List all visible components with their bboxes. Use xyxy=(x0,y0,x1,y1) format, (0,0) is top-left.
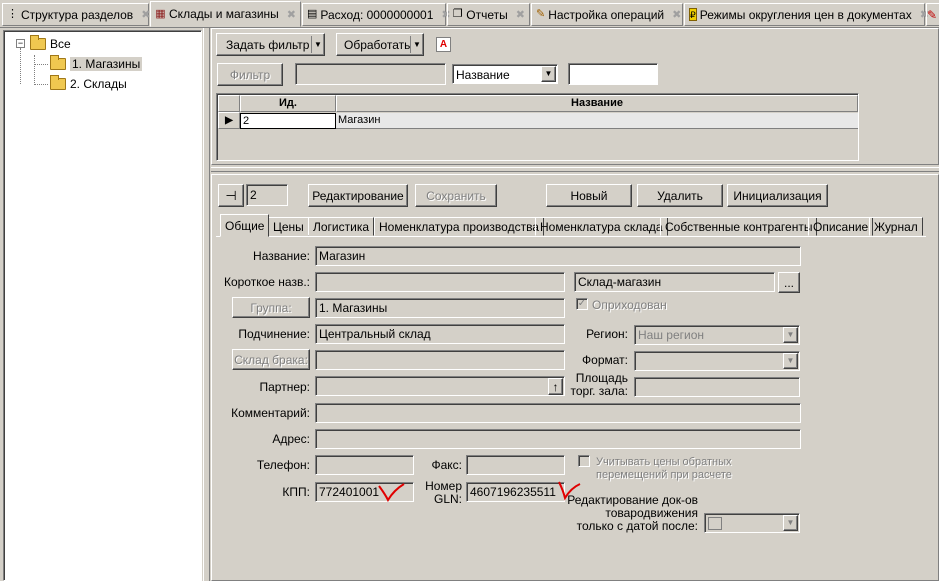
type-field[interactable]: Склад-магазин xyxy=(574,272,775,292)
tab-prices[interactable]: Цены xyxy=(268,217,309,236)
reports-icon: ❐ xyxy=(452,8,463,20)
dropdown-arrow-icon[interactable]: ▼ xyxy=(410,36,423,53)
sections-tree[interactable] xyxy=(3,30,202,581)
close-icon[interactable]: ✖ xyxy=(441,9,451,21)
check-mark-icon xyxy=(376,480,408,506)
tree-node-label: 1. Магазины xyxy=(72,57,141,71)
chevron-down-icon[interactable]: ▼ xyxy=(541,66,556,82)
defect-warehouse-button[interactable]: Склад брака: xyxy=(232,349,310,370)
tab-description[interactable]: Описание xyxy=(808,217,873,236)
pin-icon[interactable]: ⊣ xyxy=(218,184,244,207)
tree-line xyxy=(34,55,35,85)
tab-overflow-icon: ✎ xyxy=(927,7,938,22)
grid-cell-name[interactable]: Магазин xyxy=(336,113,858,129)
address-field[interactable] xyxy=(315,429,801,449)
warehouse-icon: ▦ xyxy=(155,7,166,20)
checkbox-icon[interactable] xyxy=(708,517,722,530)
grid-col-id[interactable]: Ид. xyxy=(240,95,336,112)
tab-warehouses[interactable] xyxy=(150,1,301,27)
tab-operations[interactable] xyxy=(531,3,683,26)
folder-open-icon xyxy=(50,58,66,70)
defect-warehouse-field[interactable] xyxy=(315,350,565,370)
tree-node-label: 2. Склады xyxy=(70,77,127,91)
filter-button-label: Фильтр xyxy=(229,67,271,82)
tab-label: Отчеты xyxy=(466,7,508,22)
browse-button[interactable]: ... xyxy=(778,272,800,293)
kpp-label: КПП: xyxy=(282,485,310,499)
return-prices-label-1: Учитывать цены обратных xyxy=(596,456,732,468)
area-field[interactable] xyxy=(634,377,800,397)
tab-label: Режимы округления цен в документах xyxy=(699,7,912,22)
chevron-down-icon[interactable]: ▼ xyxy=(783,515,798,531)
structure-icon: ⋮ xyxy=(7,8,18,20)
tab-warehouse-nomenclature[interactable]: Номенклатура склада xyxy=(535,217,668,236)
tab-production-nomenclature[interactable]: Номенклатура производства xyxy=(374,217,544,236)
format-label: Формат: xyxy=(582,353,628,367)
tab-rounding[interactable] xyxy=(684,3,929,26)
chevron-down-icon[interactable]: ▼ xyxy=(783,353,798,369)
tab-label: Настройка операций xyxy=(548,7,665,22)
close-icon[interactable]: ✖ xyxy=(672,9,682,21)
short-name-field[interactable] xyxy=(315,272,565,292)
tab-label: Склады и магазины xyxy=(169,7,279,21)
grid-indicator-header xyxy=(218,95,240,112)
top-tab-bar xyxy=(0,0,939,28)
process-label: Обработать xyxy=(344,37,411,52)
collapse-icon[interactable]: − xyxy=(17,38,24,48)
return-prices-label-2: перемещений при расчете xyxy=(596,469,732,481)
document-icon: ▤ xyxy=(307,8,318,20)
tree-node-warehouses[interactable] xyxy=(50,75,127,93)
set-filter-label: Задать фильтр xyxy=(226,37,310,52)
tab-overflow[interactable] xyxy=(926,3,939,26)
date-after-select[interactable] xyxy=(704,513,800,533)
tab-structure[interactable] xyxy=(2,3,149,26)
check-mark-icon xyxy=(556,478,584,504)
filter-button[interactable] xyxy=(217,63,283,86)
tab-journal[interactable]: Журнал xyxy=(869,217,923,236)
group-field: 1. Магазины xyxy=(315,298,565,318)
tree-node-shops[interactable] xyxy=(50,55,142,73)
dropdown-arrow-icon[interactable]: ▼ xyxy=(311,36,324,53)
short-name-label: Короткое назв.: xyxy=(223,275,310,289)
tree-node-label: Все xyxy=(50,37,71,51)
tab-strip-line xyxy=(216,236,926,237)
tab-general[interactable]: Общие xyxy=(220,214,269,237)
subordination-label: Подчинение: xyxy=(238,327,310,341)
new-button[interactable]: Новый xyxy=(546,184,632,207)
vertical-splitter[interactable] xyxy=(203,28,210,581)
close-icon[interactable]: ✖ xyxy=(919,9,929,21)
return-prices-checkbox[interactable] xyxy=(578,455,590,467)
name-label: Название: xyxy=(253,249,310,263)
area-label-2: торг. зала: xyxy=(570,384,628,398)
phone-label: Телефон: xyxy=(256,458,310,472)
tab-label: Структура разделов xyxy=(21,7,134,22)
init-button[interactable]: Инициализация xyxy=(727,184,828,207)
phone-field[interactable] xyxy=(315,455,414,475)
edit-docs-label-1: Редактирование док-ов xyxy=(567,493,698,507)
filter-text-input[interactable] xyxy=(568,63,658,85)
format-select[interactable] xyxy=(634,351,800,371)
filter-value-field[interactable] xyxy=(295,63,446,85)
edit-docs-label-2: товародвижения xyxy=(605,506,698,520)
tree-node-all[interactable] xyxy=(30,35,71,53)
font-color-icon[interactable]: A xyxy=(436,37,451,52)
rounding-icon: ₽ xyxy=(690,10,696,20)
edit-docs-label-3: только с датой после: xyxy=(576,519,698,533)
region-value: Наш регион xyxy=(638,328,705,342)
comment-field[interactable] xyxy=(315,403,801,423)
record-id-field: 2 xyxy=(246,184,288,206)
set-filter-button[interactable] xyxy=(216,33,325,56)
tree-line xyxy=(34,64,48,65)
save-button[interactable]: Сохранить xyxy=(415,184,497,207)
partner-label: Партнер: xyxy=(259,380,310,394)
region-label: Регион: xyxy=(586,327,628,341)
chevron-down-icon[interactable]: ▼ xyxy=(783,327,798,343)
filter-field-value: Название xyxy=(456,68,510,82)
gln-label-1: Номер xyxy=(425,479,462,493)
tree-line xyxy=(20,48,21,84)
subordination-field[interactable]: Центральный склад xyxy=(315,324,565,344)
close-icon[interactable]: ✖ xyxy=(286,8,296,21)
folder-icon xyxy=(30,38,46,50)
tab-logistics[interactable]: Логистика xyxy=(308,217,374,236)
close-icon[interactable]: ✖ xyxy=(141,9,151,21)
close-icon[interactable]: ✖ xyxy=(515,9,525,21)
process-button[interactable] xyxy=(336,33,424,56)
fax-field[interactable] xyxy=(466,455,565,475)
tab-label: Расход: 0000000001 xyxy=(320,7,434,22)
comment-label: Комментарий: xyxy=(231,406,310,420)
gln-label-2: GLN: xyxy=(433,492,462,506)
posted-checkbox[interactable]: ✓ xyxy=(577,298,587,309)
address-label: Адрес: xyxy=(272,432,310,446)
grid-cell-id[interactable]: 2 xyxy=(240,113,336,129)
fax-label: Факс: xyxy=(431,458,462,472)
grid-col-name[interactable]: Название xyxy=(336,95,858,112)
tab-own-counterparties[interactable]: Собственные контрагенты xyxy=(660,217,817,236)
tab-reports[interactable] xyxy=(447,3,530,26)
kpp-field[interactable]: 772401001 xyxy=(315,482,414,502)
current-row-icon: ▶ xyxy=(218,112,240,129)
arrow-up-icon[interactable]: ↑ xyxy=(548,378,563,395)
tab-expense[interactable] xyxy=(302,3,451,26)
area-label-1: Площадь xyxy=(575,371,628,385)
tree-line xyxy=(34,84,48,85)
partner-field[interactable] xyxy=(315,376,565,396)
edit-button[interactable]: Редактирование xyxy=(308,184,408,207)
folder-icon xyxy=(50,78,66,90)
region-select[interactable] xyxy=(634,325,800,345)
settings-icon: ✎ xyxy=(536,8,546,20)
name-field[interactable]: Магазин xyxy=(315,246,801,266)
group-button[interactable]: Группа: xyxy=(232,297,310,318)
horizontal-splitter[interactable] xyxy=(211,167,939,172)
filter-field-select[interactable] xyxy=(452,64,558,84)
delete-button[interactable]: Удалить xyxy=(637,184,723,207)
gln-field[interactable]: 4607196235511 xyxy=(466,482,565,502)
posted-label: Оприходован xyxy=(592,298,667,312)
